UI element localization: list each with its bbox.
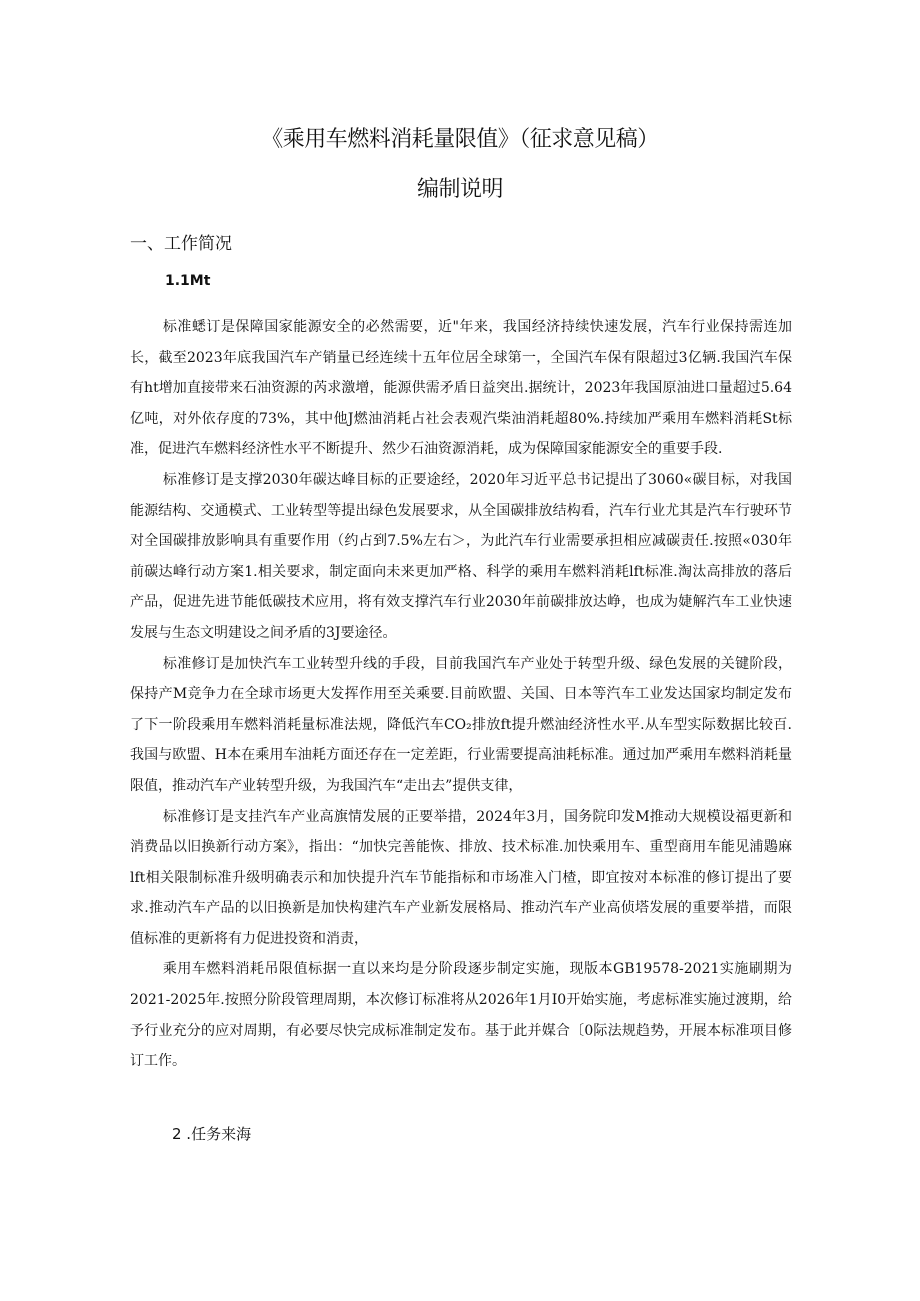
- document-subtitle: 编制说明: [416, 177, 503, 202]
- document-title: 《乘用车燃料消耗量限值》（征求意见稿）: [261, 127, 659, 152]
- paragraph: 标准修订是支撑2030年碳达峰目标的正要途经，2020年习近平总书记提出了3060«碳目标，对我国能源结构、交通模式、工业转型等提出绿色发展要求，从全国碳排放结构看，汽车行业尤其是汽车行驶环节对全国碳排放影响具有重要作用（约占到7.5%左右＞，为此汽车行业需要承担相应减碳责任.按照«030年前碳达峰行动方案1.相关要求，制定面向未来更加严格、科学的乘用车燃料消耗lft标准.淘汰高排放的落后产品，促进先进节能低碳技术应用，将有效支撑汽车行业2030年前碳排放达峥，也成为婕解汽车工业快速发展与生态文明建设之间矛盾的3J要途径。: [130, 471, 792, 641]
- section-heading: 一、工作简况: [130, 234, 232, 254]
- next-section-heading: 2 .任务来海: [172, 1125, 252, 1143]
- paragraph: 乘用车燃料消耗吊限值标据一直以来均是分阶段逐步制定实施，现版本GB19578-2021实施刷期为2021-2025年.按照分阶段管理周期，本次修订标准将从2026年1月I0开始实施，考虑标准实施过渡期，给予行业充分的应对周期，有必要尽快完成标准制定发布。基于此并媒合〔0际法规趋势，开展本标准项目修订工作。: [130, 961, 792, 1070]
- body-text: [130, 312, 792, 1077]
- paragraph: 标准修订是加快汽车工业转型升线的手段，目前我国汽车产业处于转型升级、绿色发展的关键阶段，保持产M竞争力在全球市场更大发挥作用至关乘要.目前欧盟、关国、日本等汽车工业发达国家均制定发布了下一阶段乘用车燃料消耗量标准法规，降低汽车CO₂排放ft提升燃油经济性水平.从车型实际数据比较百.我国与欧盟、H本在乘用车油耗方面还存在一定差距，行业需要提高油耗标准。通过加严乘用车燃料消耗量限值，推动汽车产业转型升级，为我国汽车“走出去”提供支律，: [130, 655, 792, 794]
- subsection-heading: 1.1Mt: [165, 273, 211, 289]
- paragraph: 标准修订是支挂汽车产业高旗情发展的正要举措，2024年3月，国务院印发M推动大规模设福更新和消费品以旧换新行动方案》，指出：“加快完善能恢、排放、技术标准.加快乘用车、重型商用车能见浦鶗麻lft相关限制标准升级明确表示和加快提升汽车节能指标和市场准入门楂，即宜按对本标准的修订提出了要求.推动汽车产品的以旧换新是加快构建汽车产业新发展格局、推动汽车产业高侦塔发展的重要举措，而限值标准的更新将有力促进投资和消责，: [130, 808, 792, 947]
- paragraph: 标准蟋订是保障国家能源安全的必然需要，近"年来，我国经济持续快速发展，汽车行业保持需连加长，截至2023年底我国汽车产销量已经连续十五年位居全球第一，全国汽车保有限超过3亿辆.我国汽车保有ht增加直接带来石油资源的芮求激增，能源供需矛盾日益突出.据统计，2023年我国原油进口量超过5.64亿吨，对外依存度的73%，其中他J燃油消耗占社会表观汽柴油消耗超80%.持续加严乘用车燃料消耗St标准，促进汽车燃料经济性水平不断提升、然少石油资源消耗，成为保障国家能源安全的重要手段.: [130, 319, 792, 458]
